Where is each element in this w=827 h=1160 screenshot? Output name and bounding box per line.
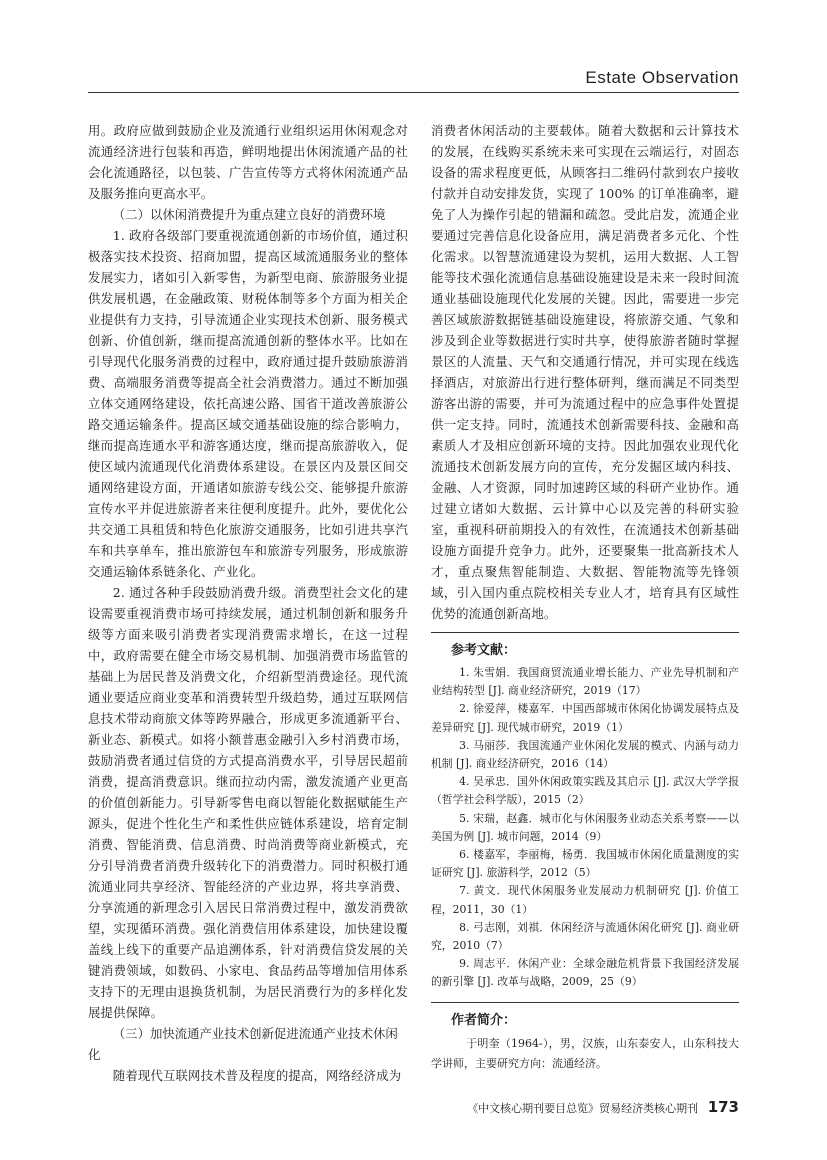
- paragraph: 消费者休闲活动的主要载体。随着大数据和云计算技术的发展，在线购买系统未来可实现在云端运行，对固态设备的需求程度更低，从顾客扫二维码付款到农户接收付款并自动安排发货，实现了 100% 的订单准确率，避免了人为操作引起的错漏和疏忽。受此启发，流通企业要通过完善信息化设备应用，满足消费者多元化、个性化需求。以智慧流通建设为契机，运用大数据、人工智能等技术强化流通信息基础设施建设是未来一段时间流通业基础设施现代化发展的关键。因此，需要进一步完善区域旅游数据链基础设施建设，将旅游交通、气象和涉及到企业等数据进行实时共享，使得旅游者随时掌握景区的人流量、天气和交通通行情况，并可实现在线选择酒店，对旅游出行进行整体研判，继而满足不同类型游客出游的需要，并可为流通过程中的应急事件处置提供一定支持。同时，流通技术创新需要科技、金融和高素质人才及相应创新环境的支持。因此加强农业现代化流通技术创新发展方向的宣传，充分发掘区域内科技、金融、人才资源，同时加速跨区域的科研产业协作。通过建立诸如大数据、云计算中心以及完善的科研实验室，重视科研前期投入的有效性，在流通技术创新基础设施方面提升竞争力。此外，还要聚集一批高新技术人才，重点聚焦智能制造、大数据、智能物流等先锋领域，引入国内重点院校相关专业人才，培育具有区域性优势的流通创新高地。: [431, 123, 739, 621]
- reference-item: 7. 黄文．现代休闲服务业发展动力机制研究 [J]. 价值工程，2011，30（1）: [431, 884, 739, 916]
- paragraph: 2. 通过各种手段鼓励消费升级。消费型社会文化的建设需要重视消费市场可持续发展，通过机制创新和服务升级等方面来吸引消费者实现消费需求增长，在这一过程中，政府需要在健全市场交易机制、加强消费市场监管的基础上为居民普及消费文化，介绍新型消费途径。现代流通业要适应商业变革和消费转型升级趋势，通过互联网信息技术带动商旅文体等跨界融合，形成更多流通新平台、新业态、新模式。如将小额普惠金融引入乡村消费市场，鼓励消费者通过信贷的方式提高消费水平，引导居民超前消费，提高消费意识。继而拉动内需，激发流通产业更高的价值创新能力。引导新零售电商以智能化数据赋能生产源头，促进个性化生产和柔性供应链体系建设，培育定制消费、智能消费、信息消费、时尚消费等商业新模式，充分引导消费者消费升级转化下的消费潜力。同时积极打通流通业同共享经济、智能经济的产业边界，将共享消费、分享流通的新理念引入居民日常消费过程中，激发消费欲望，实现循环消费。强化消费信用体系建设，加快建设覆盖线上线下的重要产品追溯体系，针对消费信贷发展的关键消费领域，如数码、小家电、食品药品等增加信用体系支持下的无理由退换货机制，为居民消费行为的多样化发展提供保障。: [88, 585, 408, 1020]
- author-heading: 作者简介：: [451, 1012, 517, 1028]
- paragraph: 用。政府应做到鼓励企业及流通行业组织运用休闲观念对流通经济进行包装和再造，鲜明地提出休闲流通产品的社会化流通路径，以包装、广告宣传等方式将休闲流通产品及服务推向更高水平。: [88, 123, 408, 201]
- reference-item: 8. 弓志刚，刘祺．休闲经济与流通休闲化研究 [J]. 商业研究，2010（7）: [431, 920, 739, 953]
- left-column: [88, 120, 408, 1086]
- page-footer: [467, 1098, 739, 1116]
- paragraph: 1. 政府各级部门要重视流通创新的市场价值，通过积极落实技术投资、招商加盟，提高区域流通服务业的整体发展实力，诸如引入新零售，为新型电商、旅游服务业提供发展机遇，在金融政策、财税体制等多个方面为相关企业提供有力支持，引导流通企业实现技术创新、服务模式创新、价值创新，继而提高流通创新的整体水平。比如在引导现代化服务消费的过程中，政府通过提升鼓励旅游消费、高端服务消费等提高全社会消费潜力。通过不断加强立体交通网络建设，依托高速公路、国省干道改善旅游公路交通运输条件。提高区域交通基础设施的综合影响力，继而提高连通水平和游客通达度，继而提高旅游收入，促使区域内流通现代化消费体系建设。在景区内及景区间交通网络建设方面，开通诸如旅游专线公交、能够提升旅游宣传水平并促进旅游者来往便利度提升。此外，要优化公共交通工具租赁和特色化旅游交通服务，比如引进共享汽车和共享单车，推出旅游包车和旅游专列服务，形成旅游交通运输体系链条化、产业化。: [88, 228, 408, 579]
- section-heading: （二）以休闲消费提升为重点建立良好的消费环境: [112, 207, 386, 222]
- section-heading: （三）加快流通产业技术创新促进流通产业技术休闲化: [88, 1026, 398, 1062]
- right-column: [431, 120, 739, 1074]
- reference-item: 1. 朱雪娟．我国商贸流通业增长能力、产业先导机制和产业结构转型 [J]. 商业经济研究，2019（17）: [431, 666, 739, 698]
- header-divider: [88, 92, 739, 93]
- reference-item: 2. 徐爱萍，楼嘉军．中国西部城市休闲化协调发展特点及差异研究 [J]. 现代城市研究，2019（1）: [431, 702, 739, 734]
- page-number: 173: [707, 1098, 739, 1116]
- references-heading: 参考文献：: [451, 643, 517, 658]
- references-section: [431, 632, 739, 992]
- footer-journal: 《中文核心期刊要目总览》贸易经济类核心期刊: [467, 1102, 699, 1115]
- reference-item: 4. 吴承忠．国外休闲政策实践及其启示 [J]. 武汉大学学报（哲学社会科学版），2015（2）: [431, 775, 739, 807]
- reference-item: 9. 周志平．休闲产业：全球金融危机背景下我国经济发展的新引擎 [J]. 改革与战略，2009，25（9）: [431, 957, 739, 989]
- paragraph: 随着现代互联网技术普及程度的提高，网络经济成为: [112, 1068, 402, 1083]
- author-bio: 于明奎（1964-），男，汉族，山东泰安人，山东科技大学讲师，主要研究方向：流通经济。: [431, 1036, 739, 1070]
- reference-item: 5. 宋瑞，赵鑫．城市化与休闲服务业动态关系考察——以美国为例 [J]. 城市问题，2014（9）: [431, 811, 739, 843]
- journal-section-title: Estate Observation: [585, 68, 739, 87]
- reference-item: 6. 楼嘉军，李丽梅，杨勇．我国城市休闲化质量测度的实证研究 [J]. 旅游科学，2012（5）: [431, 848, 739, 880]
- reference-item: 3. 马丽莎．我国流通产业休闲化发展的模式、内涵与动力机制 [J]. 商业经济研究，2016（14）: [431, 738, 739, 771]
- author-section: [431, 1002, 739, 1074]
